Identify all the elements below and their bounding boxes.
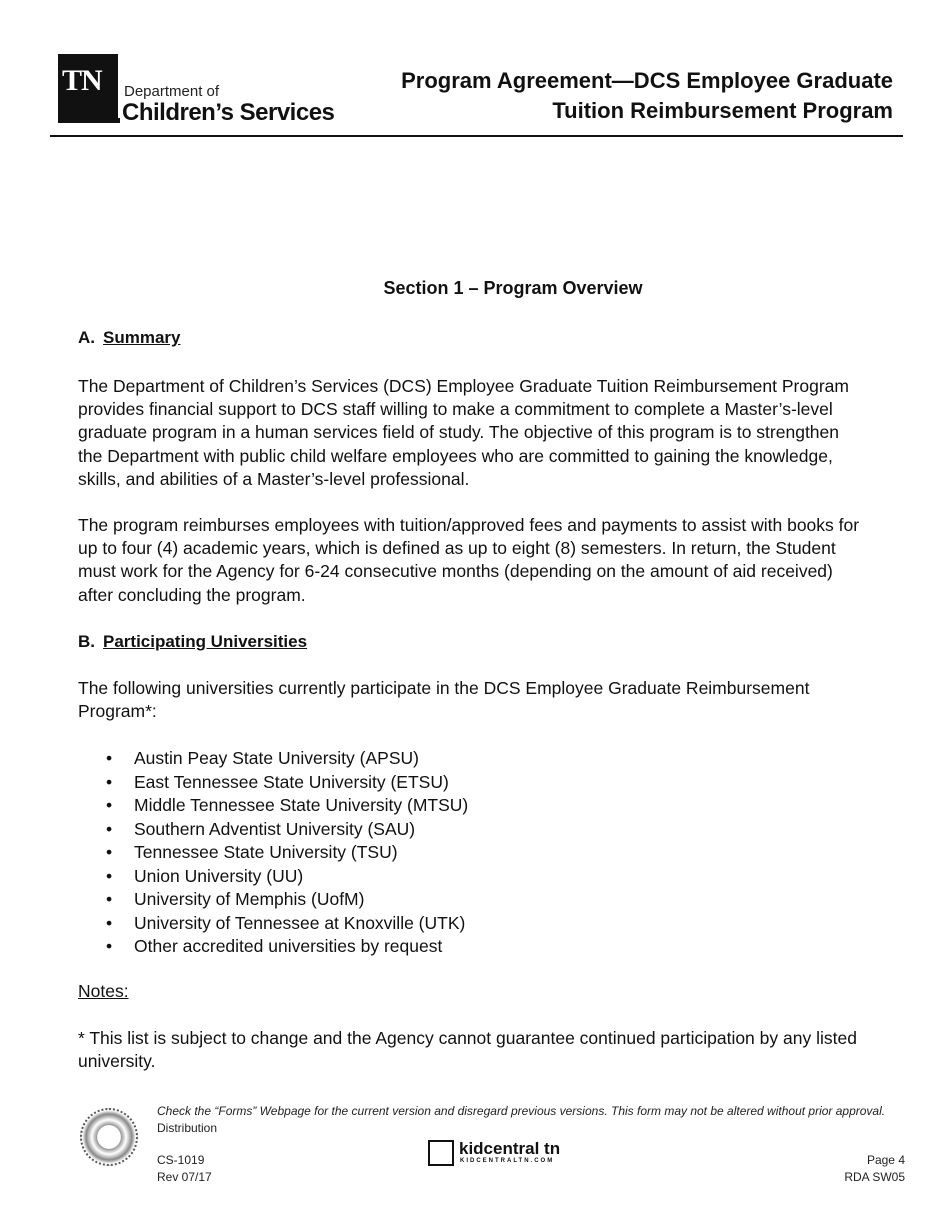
text-line: up to four (4) academic years, which is defined as up to eight (8) semesters. In return, the Student [78,538,836,559]
kidcentral-logo: kidcentral tn [459,1139,561,1158]
list-item: • Austin Peay State University (APSU) [78,747,468,771]
rda-code: RDA SW05 [844,1170,905,1184]
state-seal-icon [80,1108,138,1166]
logo-dept: Department of [124,83,220,100]
list-item: • Middle Tennessee State University (MTSU) [78,794,468,818]
notes-text [78,1027,857,1073]
text-line: * This list is subject to change and the Agency cannot guarantee continued participation by any listed [78,1028,857,1048]
title-line: Program Agreement—DCS Employee Graduate [401,68,893,93]
summary-heading [78,328,180,348]
list-item: • Union University (UU) [78,865,468,889]
title-line: Tuition Reimbursement Program [552,98,893,123]
text-line: provides financial support to DCS staff willing to make a commitment to complete a Master’s-level [78,399,833,420]
heading-text: Summary [103,328,181,347]
university-list [78,747,468,959]
footer-note: Check the “Forms” Webpage for the current version and disregard previous versions. This form may not be altered without prior approval. [157,1104,886,1118]
notes-heading: Notes: [78,981,129,1001]
list-item: • Tennessee State University (TSU) [78,841,468,865]
document-title [401,66,893,126]
summary-paragraph-1 [78,375,849,491]
text-line: Program*: [78,701,157,722]
text-line: must work for the Agency for 6-24 consecutive months (depending on the amount of aid received) [78,561,833,582]
text-line: skills, and abilities of a Master’s-level professional. [78,468,470,489]
form-number: CS-1019 [157,1153,205,1167]
logo-name: Children’s Services [122,99,335,126]
text-line: university. [78,1051,156,1072]
text-line: the Department with public child welfare employees who are committed to gaining the knowledge, [78,445,833,466]
heading-text: Participating Universities [103,632,308,651]
heading-letter: B. [78,632,95,651]
logo-bar [58,118,120,123]
header-rule [50,135,903,137]
universities-intro [78,677,809,723]
logo-tn-text: TN [62,64,102,97]
text-line: after concluding the program. [78,584,306,605]
text-line: The following universities currently participate in the DCS Employee Graduate Reimbursement [78,678,810,698]
kidcentral-url: KIDCENTRALTN.COM [460,1158,555,1164]
list-item: • East Tennessee State University (ETSU) [78,771,468,795]
heading-letter: A. [78,328,95,347]
footer-distribution: Distribution [157,1121,218,1135]
page-number: Page 4 [866,1153,905,1167]
text-line: graduate program in a human services field of study. The objective of this program is to strengthen [78,422,840,443]
summary-paragraph-2 [78,514,859,607]
universities-heading [78,632,307,652]
list-item: • University of Memphis (UofM) [78,888,468,912]
kidcentral-cube-icon [428,1140,454,1166]
list-item: • Southern Adventist University (SAU) [78,818,468,842]
form-revision: Rev 07/17 [157,1170,212,1184]
list-item: • Other accredited universities by request [78,935,468,959]
text-line: The program reimburses employees with tuition/approved fees and payments to assist with books for [78,515,860,535]
section-title: Section 1 – Program Overview [383,278,643,298]
list-item: • University of Tennessee at Knoxville (UTK) [78,912,468,936]
text-line: The Department of Children’s Services (DCS) Employee Graduate Tuition Reimbursement Program [78,376,849,396]
